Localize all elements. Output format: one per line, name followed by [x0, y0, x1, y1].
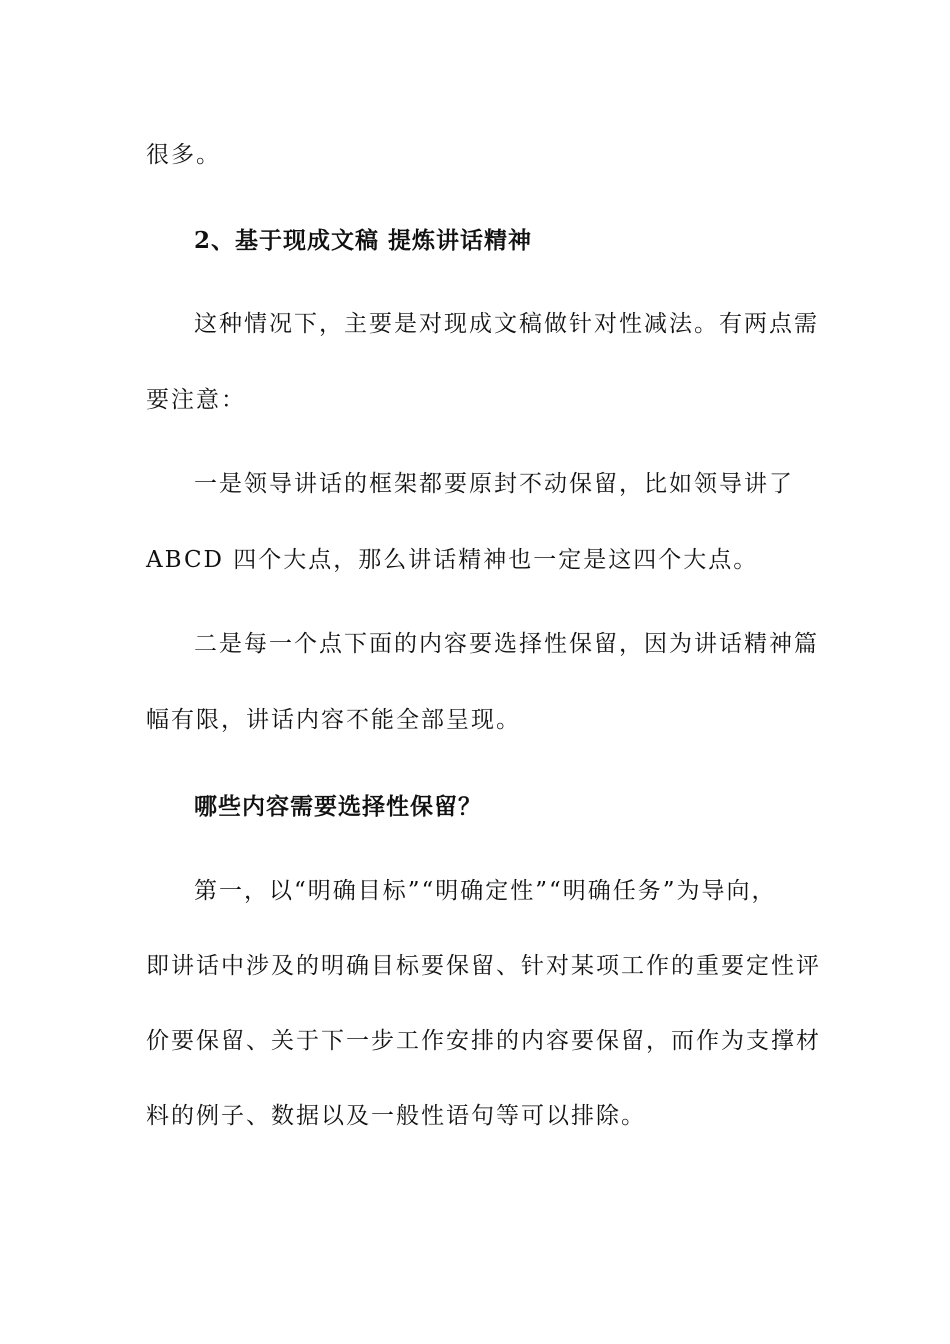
paragraph-line: 很多。	[146, 142, 221, 168]
paragraph-line: 要注意：	[146, 387, 246, 413]
paragraph-line: 二是每一个点下面的内容要选择性保留，因为讲话精神篇	[194, 631, 819, 657]
paragraph-line: ABCD 四个大点，那么讲话精神也一定是这四个大点。	[146, 547, 759, 573]
paragraph-line: 一是领导讲话的框架都要原封不动保留，比如领导讲了	[194, 471, 794, 497]
paragraph-line: 幅有限，讲话内容不能全部呈现。	[146, 707, 521, 733]
paragraph-line: 第一，以“明确目标”“明确定性”“明确任务”为导向，	[194, 878, 777, 904]
paragraph-line: 这种情况下，主要是对现成文稿做针对性减法。有两点需	[194, 311, 819, 337]
paragraph-line: 价要保留、关于下一步工作安排的内容要保留，而作为支撑材	[146, 1028, 821, 1054]
section-heading: 2、基于现成文稿 提炼讲话精神	[194, 227, 533, 254]
paragraph-line: 即讲话中涉及的明确目标要保留、针对某项工作的重要定性评	[146, 953, 821, 979]
question-heading: 哪些内容需要选择性保留？	[194, 793, 482, 820]
paragraph-line: 料的例子、数据以及一般性语句等可以排除。	[146, 1103, 646, 1129]
